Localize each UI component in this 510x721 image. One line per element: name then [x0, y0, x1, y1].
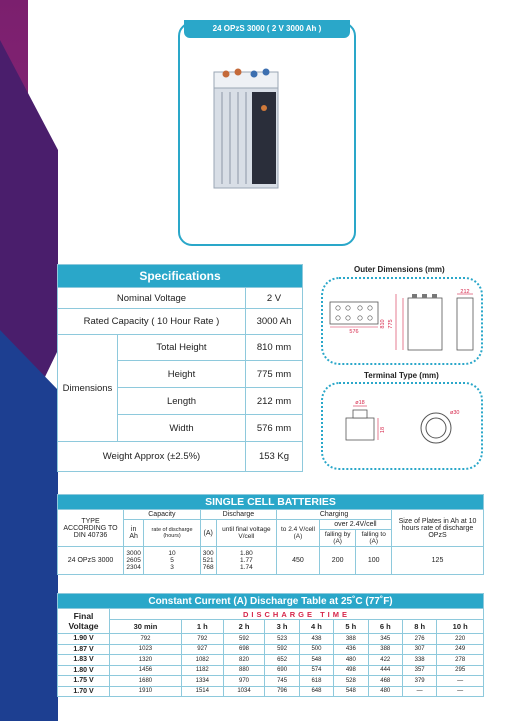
- discharge-cell: 438: [299, 634, 333, 645]
- dimensions-label: Dimensions: [58, 335, 118, 442]
- discharge-cell: 500: [299, 644, 333, 655]
- final-voltage-row-label: 1.75 V: [58, 676, 110, 687]
- type-header: TYPE ACCORDING TO DIN 40736: [58, 510, 124, 547]
- discharge-column-header: 6 h: [368, 620, 402, 634]
- final-voltage-label: Final Voltage: [58, 609, 110, 634]
- discharge-column-header: 10 h: [437, 620, 484, 634]
- discharge-cell: 468: [368, 676, 402, 687]
- rate-value: 10: [168, 550, 176, 557]
- discharge-cell: 648: [299, 686, 333, 697]
- discharge-cell: 927: [181, 644, 223, 655]
- discharge-cell: 276: [402, 634, 436, 645]
- specifications-table: [57, 264, 303, 472]
- discharge-cell: 970: [223, 676, 265, 687]
- discharge-cell: 295: [437, 665, 484, 676]
- discharge-column-header: 8 h: [402, 620, 436, 634]
- specifications-title: Specifications: [58, 265, 303, 288]
- terminal-type-title: Terminal Type (mm): [364, 371, 439, 380]
- discharge-cell: 1680: [110, 676, 182, 687]
- product-title: 24 OPzS 3000 ( 2 V 3000 Ah ): [184, 20, 350, 38]
- discharge-table-title: Constant Current (A) Discharge Table at 25˚C (77˚F): [58, 594, 484, 609]
- discharge-time-label: DISCHARGE TIME: [110, 609, 484, 620]
- dimension-value: 775 mm: [246, 361, 303, 388]
- discharge-cell: 1082: [181, 655, 223, 666]
- discharge-cell: 220: [437, 634, 484, 645]
- discharge-cell: 1456: [110, 665, 182, 676]
- discharge-column-header: 3 h: [265, 620, 299, 634]
- final-voltage-row-label: 1.83 V: [58, 655, 110, 666]
- discharge-cell: 388: [334, 634, 368, 645]
- final-voltage-value: 1.74: [240, 564, 253, 571]
- to-24-header: to 2.4 V/cell (A): [277, 520, 320, 547]
- dimension-label: Length: [118, 388, 246, 415]
- discharge-cell: 1334: [181, 676, 223, 687]
- discharge-cell: —: [402, 686, 436, 697]
- capacity-header: Capacity: [124, 510, 201, 520]
- discharge-cell: 796: [265, 686, 299, 697]
- dimension-label: Width: [118, 415, 246, 442]
- discharge-table: [57, 593, 484, 697]
- final-voltage-row-label: 1.80 V: [58, 665, 110, 676]
- dimension-value: 212 mm: [246, 388, 303, 415]
- discharge-cell: 1910: [110, 686, 182, 697]
- charging-header: Charging: [277, 510, 392, 520]
- discharge-cell: 1320: [110, 655, 182, 666]
- discharge-cell: 249: [437, 644, 484, 655]
- discharge-cell: 338: [402, 655, 436, 666]
- discharge-cell: 592: [265, 644, 299, 655]
- discharge-cell: 422: [368, 655, 402, 666]
- discharge-cell: 792: [110, 634, 182, 645]
- dimension-label: Height: [118, 361, 246, 388]
- spec-label: Rated Capacity ( 10 Hour Rate ): [58, 309, 246, 335]
- outer-dimensions-drawing: [326, 284, 480, 360]
- discharge-cell: 880: [223, 665, 265, 676]
- table-row: [58, 634, 484, 645]
- rate-value: 5: [170, 557, 174, 564]
- discharge-cell: 444: [368, 665, 402, 676]
- discharge-cell: 548: [334, 686, 368, 697]
- discharge-cell: 523: [265, 634, 299, 645]
- final-voltage-row-label: 1.70 V: [58, 686, 110, 697]
- dimension-value: 576 mm: [246, 415, 303, 442]
- height-dim: 775: [388, 319, 394, 329]
- discharge-cell: 745: [265, 676, 299, 687]
- terminal-height-dim: 18: [380, 426, 386, 434]
- spec-label: Nominal Voltage: [58, 288, 246, 309]
- single-cell-title: SINGLE CELL BATTERIES: [58, 495, 484, 510]
- discharge-cell: 278: [437, 655, 484, 666]
- spec-value: 2 V: [246, 288, 303, 309]
- discharge-cell: 388: [368, 644, 402, 655]
- discharge-column-header: 4 h: [299, 620, 333, 634]
- discharge-cell: 652: [265, 655, 299, 666]
- capacity-value: 3000: [126, 550, 141, 557]
- discharge-cell: 690: [265, 665, 299, 676]
- weight-label: Weight Approx (±2.5%): [58, 442, 246, 472]
- discharge-cell: —: [437, 686, 484, 697]
- table-row: [58, 665, 484, 676]
- single-cell-table: [57, 494, 484, 575]
- dimension-value: 810 mm: [246, 335, 303, 361]
- discharge-cell: 1182: [181, 665, 223, 676]
- discharge-cell: 548: [299, 655, 333, 666]
- dimension-label: Total Height: [118, 335, 246, 361]
- discharge-cell: 698: [223, 644, 265, 655]
- discharge-column-header: 30 min: [110, 620, 182, 634]
- plates-value: 125: [392, 547, 484, 575]
- discharge-cell: 480: [334, 655, 368, 666]
- discharge-cell: 618: [299, 676, 333, 687]
- final-voltage-row-label: 1.87 V: [58, 644, 110, 655]
- plates-header: Size of Plates in Ah at 10 hours rate of discharge OPzS: [392, 510, 484, 547]
- rate-header: rate of discharge (hours): [144, 520, 200, 547]
- discharge-cell: 357: [402, 665, 436, 676]
- discharge-cell: 379: [402, 676, 436, 687]
- capacity-value: 2304: [126, 564, 141, 571]
- rate-value: 3: [170, 564, 174, 571]
- discharge-cell: 528: [334, 676, 368, 687]
- discharge-cell: 498: [334, 665, 368, 676]
- length-dim: 212: [460, 289, 470, 295]
- discharge-cell: 1034: [223, 686, 265, 697]
- terminal-diameter-dim: ø18: [355, 400, 365, 406]
- discharge-a-header: (A): [200, 520, 216, 547]
- type-value: 24 OPzS 3000: [58, 547, 124, 575]
- final-voltage-value: 1.80: [240, 550, 253, 557]
- discharge-column-header: 5 h: [334, 620, 368, 634]
- outer-dimensions-title: Outer Dimensions (mm): [354, 265, 445, 274]
- discharge-cell: 480: [368, 686, 402, 697]
- discharge-a-value: 300: [202, 550, 214, 557]
- falling-by-value: 200: [319, 547, 356, 575]
- discharge-cell: 1514: [181, 686, 223, 697]
- to-24-value: 450: [277, 547, 320, 575]
- discharge-a-value: 768: [202, 564, 214, 571]
- final-voltage-row-label: 1.90 V: [58, 634, 110, 645]
- discharge-cell: 436: [334, 644, 368, 655]
- spec-value: 3000 Ah: [246, 309, 303, 335]
- total-height-dim: 810: [380, 319, 386, 329]
- table-row: [58, 655, 484, 666]
- final-voltage-header: until final voltage V/cell: [216, 520, 277, 547]
- discharge-cell: 792: [181, 634, 223, 645]
- discharge-cell: 820: [223, 655, 265, 666]
- discharge-header: Discharge: [200, 510, 276, 520]
- final-voltage-value: 1.77: [240, 557, 253, 564]
- table-row: [58, 644, 484, 655]
- capacity-value: 2605: [126, 557, 141, 564]
- discharge-cell: —: [437, 676, 484, 687]
- terminal-outer-diameter-dim: ø30: [450, 410, 460, 416]
- discharge-a-value: 521: [202, 557, 214, 564]
- discharge-cell: 592: [223, 634, 265, 645]
- table-row: [58, 676, 484, 687]
- discharge-cell: 1023: [110, 644, 182, 655]
- falling-to-value: 100: [356, 547, 392, 575]
- discharge-cell: 574: [299, 665, 333, 676]
- over-24-header: over 2.4V/cell: [319, 520, 391, 530]
- left-wedge-decoration: [0, 0, 60, 721]
- discharge-column-header: 2 h: [223, 620, 265, 634]
- discharge-cell: 345: [368, 634, 402, 645]
- terminal-type-drawing: [326, 390, 480, 466]
- discharge-cell: 307: [402, 644, 436, 655]
- in-ah-header: in Ah: [124, 520, 144, 547]
- table-row: [58, 686, 484, 697]
- discharge-column-header: 1 h: [181, 620, 223, 634]
- weight-value: 153 Kg: [246, 442, 303, 472]
- battery-image: [208, 62, 288, 190]
- width-dim: 576: [349, 329, 359, 335]
- falling-to-header: falling to (A): [356, 530, 392, 547]
- falling-by-header: falling by (A): [319, 530, 356, 547]
